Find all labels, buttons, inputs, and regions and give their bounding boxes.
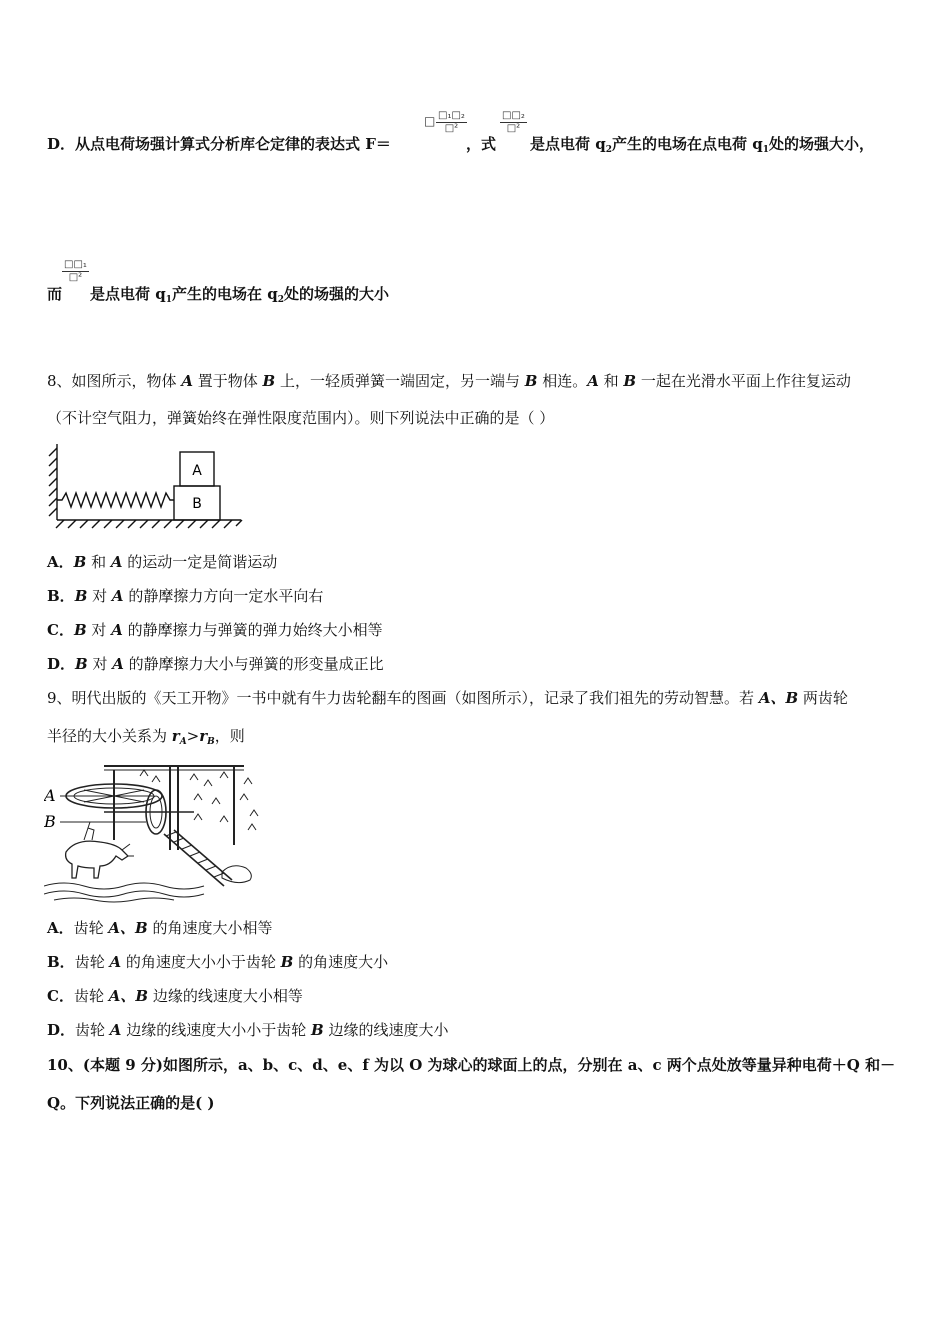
text-fragment: 是点电荷 q xyxy=(90,285,166,303)
option-label: A． xyxy=(47,919,74,937)
subscript: 2 xyxy=(605,145,612,155)
text-fragment: 的角速度大小小于齿轮 xyxy=(121,953,281,971)
q8-stem-line1 xyxy=(47,371,851,391)
var: B xyxy=(280,953,294,971)
text-fragment: 处的场强的大小 xyxy=(283,285,389,303)
option-label: D． xyxy=(47,1021,76,1039)
wall-hatch xyxy=(49,448,57,516)
coulomb-denominator: □² xyxy=(444,123,459,134)
text-fragment: 相连。 xyxy=(537,372,588,390)
q9-option-a[interactable] xyxy=(47,918,273,938)
var: A、B xyxy=(108,987,149,1005)
text-fragment: 的静摩擦力与弹簧的弹力始终大小相等 xyxy=(122,621,383,639)
var-ab: A、B xyxy=(758,689,799,707)
text-fragment: 边缘的线速度大小 xyxy=(323,1021,449,1039)
option-label: C． xyxy=(47,621,74,639)
var: B xyxy=(74,587,88,605)
coulomb-numerator: □₁□₂ xyxy=(438,110,465,121)
option-label: D． xyxy=(47,655,76,673)
text-fragment: 置于物体 xyxy=(192,372,263,390)
spring-block-figure xyxy=(44,440,244,532)
field-q1-denominator: □² xyxy=(68,272,83,283)
option-label: A． xyxy=(47,553,74,571)
var: A xyxy=(111,621,123,639)
field-q2-denominator: □² xyxy=(506,123,521,134)
q8-option-a[interactable] xyxy=(47,552,277,572)
q7-option-d-label: D． xyxy=(47,135,76,153)
text-fragment: 产生的电场在点电荷 q xyxy=(611,135,763,153)
q7-option-d-text3 xyxy=(530,134,874,160)
q8-option-b[interactable] xyxy=(47,586,323,606)
var: A xyxy=(109,1021,122,1039)
option-label: B． xyxy=(47,587,75,605)
var: A xyxy=(111,587,124,605)
var: B xyxy=(73,553,87,571)
text-fragment: 对 xyxy=(87,655,113,673)
block-b-label: B xyxy=(192,496,202,512)
floor-hatch xyxy=(56,520,242,528)
q8-option-c[interactable] xyxy=(47,620,383,640)
var-r: r xyxy=(199,727,208,745)
coulomb-formula-prefix: □ xyxy=(424,114,436,128)
text-fragment: 产生的电场在 q xyxy=(171,285,278,303)
subscript: A xyxy=(179,737,187,747)
var: A、B xyxy=(108,919,148,937)
text-fragment: 齿轮 xyxy=(73,987,109,1005)
text-fragment: 8、如图所示，物体 xyxy=(47,372,182,390)
gear-a-label: A xyxy=(44,786,56,805)
var-b: B xyxy=(623,372,637,390)
text-fragment: 的角速度大小相等 xyxy=(147,919,273,937)
q7-option-d-line2-rest xyxy=(90,284,389,310)
q7-option-d-line2-start: 而 xyxy=(47,285,63,303)
field-q1-numerator: □□₁ xyxy=(64,259,87,270)
block-a-label: A xyxy=(192,463,202,479)
text-fragment: 和 xyxy=(598,372,624,390)
var-r: r xyxy=(171,727,180,745)
text-fragment: 和 xyxy=(86,553,111,571)
text-fragment: 边缘的线速度大小小于齿轮 xyxy=(121,1021,311,1039)
var-b: B xyxy=(524,372,538,390)
q9-option-c[interactable] xyxy=(47,986,303,1006)
text-fragment: 的静摩擦力方向一定水平向右 xyxy=(123,587,324,605)
var: B xyxy=(73,621,87,639)
q8-stem-line2: （不计空气阻力，弹簧始终在弹性限度范围内）。则下列说法中正确的是（ ） xyxy=(47,409,555,427)
text-fragment: 两齿轮 xyxy=(798,689,848,707)
var-a: A xyxy=(181,372,193,390)
text-fragment: 处的场强大小， xyxy=(768,135,874,153)
text-fragment: 齿轮 xyxy=(75,1021,110,1039)
subscript: B xyxy=(207,737,215,747)
text-fragment: 是点电荷 q xyxy=(530,135,606,153)
q7-option-d-line1 xyxy=(47,134,391,154)
subscript: 1 xyxy=(165,295,172,305)
field-q2-numerator: □□₂ xyxy=(502,110,525,121)
spring xyxy=(57,493,174,507)
subscript: 1 xyxy=(762,145,769,155)
text-fragment: 一起在光滑水平面上作往复运动 xyxy=(636,372,851,390)
text-fragment: 齿轮 xyxy=(74,953,110,971)
text-fragment: 对 xyxy=(87,587,112,605)
text-fragment: 对 xyxy=(86,621,112,639)
q9-option-d[interactable] xyxy=(47,1020,448,1040)
field-q2-fraction xyxy=(500,110,527,135)
gear-b-label: B xyxy=(44,812,56,831)
var: B xyxy=(310,1021,324,1039)
var-a: A xyxy=(587,372,599,390)
text-fragment: 半径的大小关系为 xyxy=(47,727,172,745)
text-fragment: 的运动一定是简谐运动 xyxy=(122,553,278,571)
coulomb-formula-fraction xyxy=(436,110,467,135)
text-fragment: 9、明代出版的《天工开物》一书中就有牛力齿轮翻车的图画（如图所示），记录了我们祖先的劳动智慧。若 xyxy=(47,689,759,707)
option-label: C． xyxy=(47,987,74,1005)
q8-option-d[interactable] xyxy=(47,654,384,674)
text-fragment: 的角速度大小 xyxy=(293,953,389,971)
option-label: B． xyxy=(47,953,75,971)
q9-stem-line2 xyxy=(47,726,245,752)
q9-stem-line1 xyxy=(47,688,848,708)
text-fragment: 的静摩擦力大小与弹簧的形变量成正比 xyxy=(123,655,384,673)
text-fragment: 边缘的线速度大小相等 xyxy=(148,987,303,1005)
field-q1-fraction xyxy=(62,259,89,284)
text-fragment: 上，一轻质弹簧一端固定，另一端与 xyxy=(275,372,525,390)
ox-gear-waterwheel-illustration xyxy=(44,760,266,906)
q10-stem-line1: 10、(本题 9 分)如图所示，a、b、c、d、e、f 为以 O 为球心的球面上的点，分别在 a、c 两个点处放等量异种电荷＋Q 和－ xyxy=(47,1056,896,1074)
q7-option-d-text2: ，式 xyxy=(466,135,497,153)
var-b: B xyxy=(262,372,276,390)
text-fragment: 齿轮 xyxy=(73,919,109,937)
var: A xyxy=(110,553,123,571)
var: B xyxy=(75,655,88,673)
var: A xyxy=(109,953,122,971)
var: A xyxy=(112,655,124,673)
q10-stem-line2: Q。下列说法正确的是( ) xyxy=(47,1094,215,1112)
q7-option-d-text1: 从点电荷场强计算式分析库仑定律的表达式 F＝ xyxy=(75,135,391,153)
text-fragment: > xyxy=(186,727,200,745)
subscript: 2 xyxy=(277,295,284,305)
q9-option-b[interactable] xyxy=(47,952,388,972)
text-fragment: ，则 xyxy=(214,727,245,745)
